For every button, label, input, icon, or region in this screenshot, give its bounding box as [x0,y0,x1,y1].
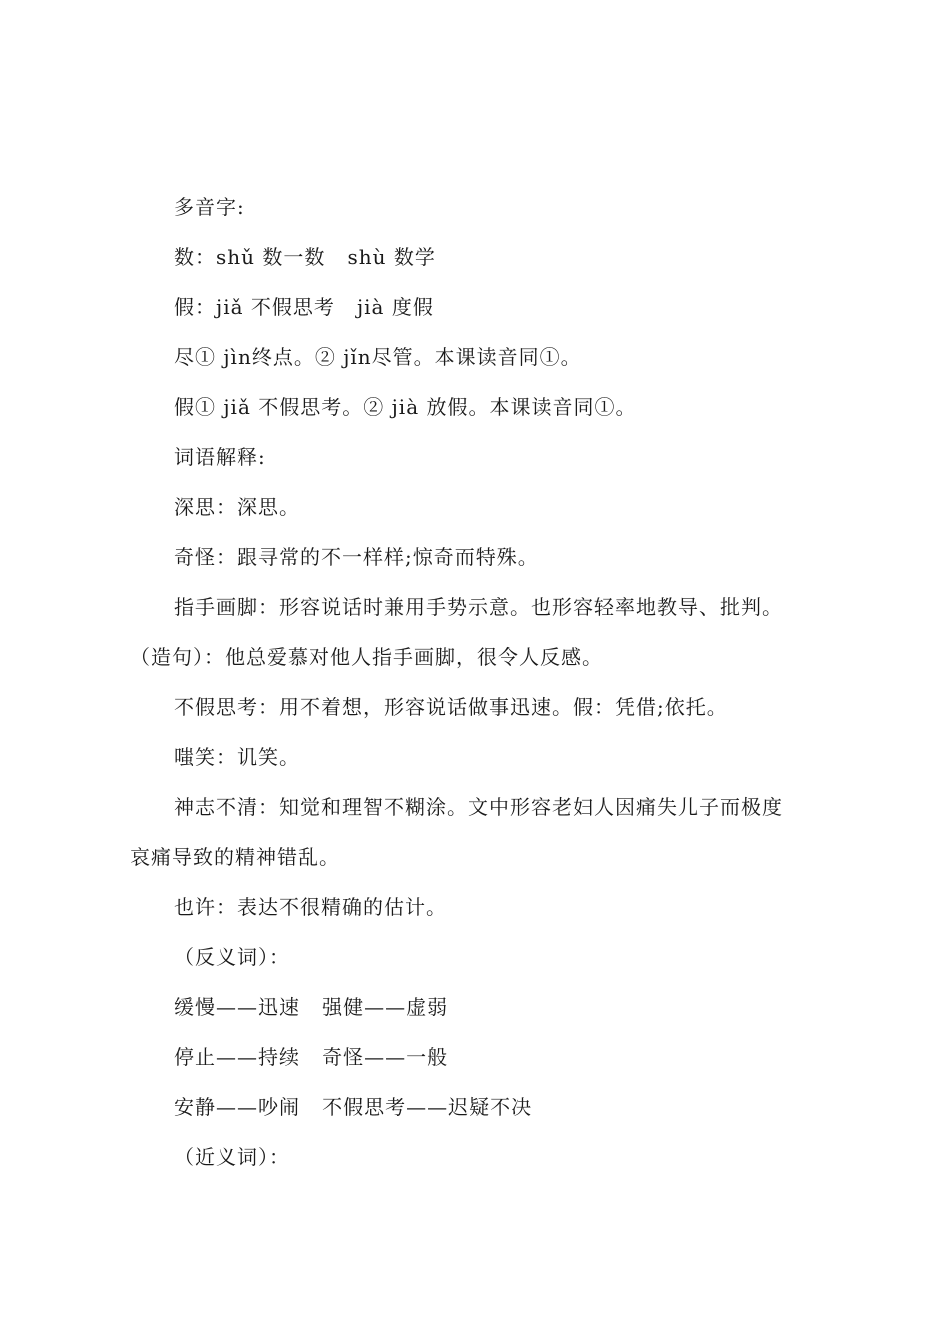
polyphonic-jia-2: 假① jiǎ 不假思考。② jià 放假。本课读音同①。 [174,395,637,419]
heading-antonyms: （反义词）： [174,945,290,969]
heading-word-explanations: 词语解释: [174,445,266,469]
definition-zhishouhuajiao-line-2: （造句）：他总爱慕对他人指手画脚，很令人反感。 [130,645,603,669]
definition-qiguai: 奇怪：跟寻常的不一样样;惊奇而特殊。 [174,545,539,569]
definition-bujiasikao: 不假思考：用不着想，形容说话做事迅速。假：凭借;依托。 [174,695,728,719]
polyphonic-jia: 假：jiǎ 不假思考 jià 度假 [174,295,434,319]
definition-yexu: 也许：表达不很精确的估计。 [174,895,447,919]
antonym-pair-2: 停止——持续 奇怪——一般 [174,1045,449,1069]
antonym-pair-3: 安静——吵闹 不假思考——迟疑不决 [174,1095,533,1119]
document-body [130,187,840,1187]
definition-shenzhibuqing-line-1: 神志不清：知觉和理智不糊涂。文中形容老妇人因痛失儿子而极度 [174,795,783,819]
antonym-pair-1: 缓慢——迅速 强健——虚弱 [174,995,449,1019]
definition-shensi: 深思：深思。 [174,495,300,519]
definition-chixiao: 嗤笑：讥笑。 [174,745,300,769]
polyphonic-jin: 尽① jìn终点。② jǐn尽管。本课读音同①。 [174,345,582,369]
heading-polyphonic: 多音字: [174,195,245,219]
definition-zhishouhuajiao-line-1: 指手画脚：形容说话时兼用手势示意。也形容轻率地教导、批判。 [174,595,783,619]
heading-synonyms: （近义词）： [174,1145,290,1169]
definition-shenzhibuqing-line-2: 哀痛导致的精神错乱。 [130,845,340,869]
polyphonic-shu: 数：shǔ 数一数 shù 数学 [174,245,436,269]
